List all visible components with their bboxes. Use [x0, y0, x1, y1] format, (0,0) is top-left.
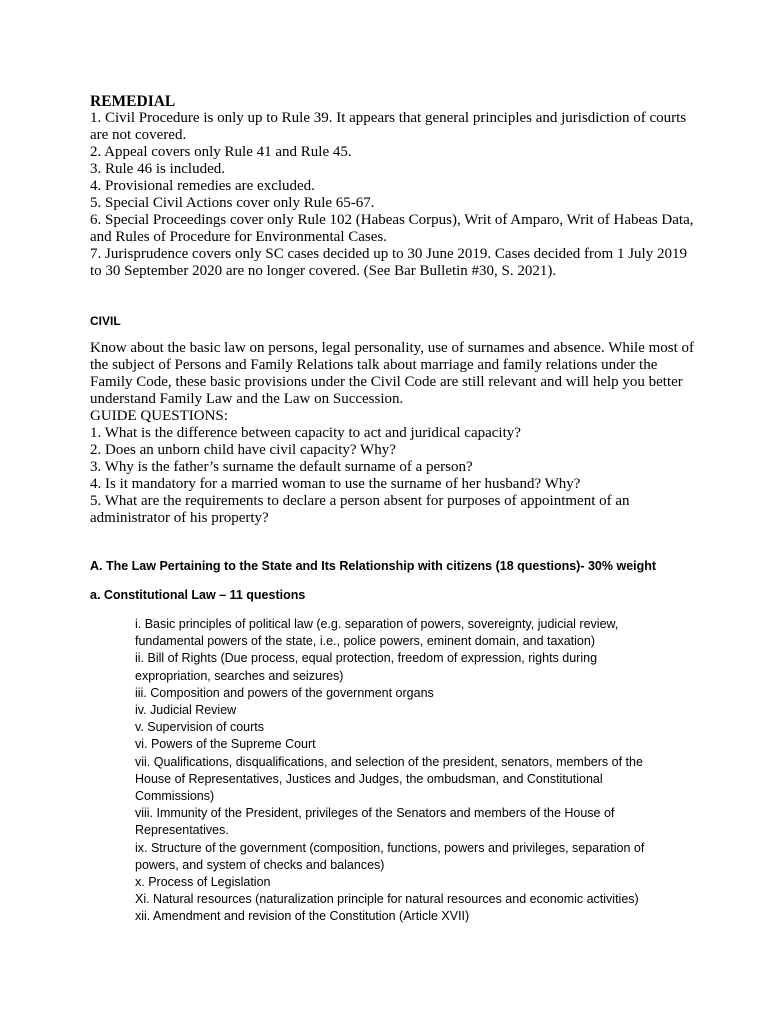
constitutional-law-heading: a. Constitutional Law – 11 questions	[90, 588, 306, 602]
topic-line: xii. Amendment and revision of the Constitution (Article XVII)	[135, 909, 470, 924]
topic-line: Xi. Natural resources (naturalization principle for natural resources and economic activities)	[135, 892, 639, 907]
remedial-list	[90, 110, 694, 280]
topic-line: expropriation, searches and seizures)	[135, 668, 344, 683]
civil-line: the subject of Persons and Family Relations talk about marriage and family relations under the	[90, 357, 658, 373]
remedial-line: 6. Special Proceedings cover only Rule 102 (Habeas Corpus), Writ of Amparo, Writ of Habeas Data,	[90, 212, 694, 228]
topic-line: i. Basic principles of political law (e.g. separation of powers, sovereignty, judicial review,	[135, 617, 619, 631]
section-a-heading: A. The Law Pertaining to the State and Its Relationship with citizens (18 questions)- 30% weight	[90, 559, 657, 573]
guide-questions-label: GUIDE QUESTIONS:	[90, 408, 228, 424]
remedial-line: are not covered.	[90, 127, 187, 143]
civil-line: Family Code, these basic provisions under the Civil Code are still relevant and will help you better	[90, 374, 683, 390]
guide-question: administrator of his property?	[90, 510, 269, 526]
topic-line: vi. Powers of the Supreme Court	[135, 737, 316, 752]
remedial-line: 4. Provisional remedies are excluded.	[90, 178, 315, 194]
guide-question: 3. Why is the father’s surname the default surname of a person?	[90, 459, 473, 475]
topic-line: Commissions)	[135, 789, 215, 804]
topic-line: vii. Qualifications, disqualifications, and selection of the president, senators, members of the	[135, 754, 643, 769]
civil-line: understand Family Law and the Law on Succession.	[90, 391, 404, 407]
remedial-line: 2. Appeal covers only Rule 41 and Rule 45.	[90, 144, 352, 160]
guide-question: 2. Does an unborn child have civil capacity? Why?	[90, 442, 396, 458]
guide-question: 5. What are the requirements to declare a person absent for purposes of appointment of an	[90, 493, 630, 509]
remedial-line: 7. Jurisprudence covers only SC cases decided up to 30 June 2019. Cases decided from 1 July 2019	[90, 246, 687, 262]
topic-line: ix. Structure of the government (composition, functions, powers and privileges, separation of	[135, 840, 645, 855]
remedial-heading: REMEDIAL	[90, 93, 176, 110]
constitutional-law-list	[135, 616, 695, 926]
topic-line: iv. Judicial Review	[135, 703, 237, 718]
topic-line: x. Process of Legislation	[135, 875, 271, 890]
remedial-line: 3. Rule 46 is included.	[90, 161, 225, 177]
remedial-line: 5. Special Civil Actions cover only Rule 65-67.	[90, 195, 375, 211]
remedial-line: 1. Civil Procedure is only up to Rule 39. It appears that general principles and jurisdiction of courts	[90, 110, 687, 126]
topic-line: iii. Composition and powers of the government organs	[135, 685, 434, 700]
remedial-line: to 30 September 2020 are no longer covered. (See Bar Bulletin #30, S. 2021).	[90, 263, 557, 279]
topic-line: ii. Bill of Rights (Due process, equal protection, freedom of expression, rights during	[135, 651, 598, 666]
remedial-line: and Rules of Procedure for Environmental Cases.	[90, 229, 388, 245]
topic-line: v. Supervision of courts	[135, 720, 264, 735]
civil-heading: CIVIL	[90, 314, 121, 328]
civil-section	[90, 340, 695, 527]
topic-line: viii. Immunity of the President, privileges of the Senators and members of the House of	[135, 806, 615, 821]
topic-line: powers, and system of checks and balances)	[135, 857, 385, 872]
civil-line: Know about the basic law on persons, legal personality, use of surnames and absence. While most of	[90, 340, 695, 356]
guide-question: 1. What is the difference between capacity to act and juridical capacity?	[90, 425, 521, 441]
topic-line: Representatives.	[135, 823, 229, 838]
topic-line: House of Representatives, Justices and Judges, the ombudsman, and Constitutional	[135, 771, 603, 786]
topic-line: fundamental powers of the state, i.e., police powers, eminent domain, and taxation)	[135, 634, 595, 649]
guide-question: 4. Is it mandatory for a married woman to use the surname of her husband? Why?	[90, 476, 581, 492]
